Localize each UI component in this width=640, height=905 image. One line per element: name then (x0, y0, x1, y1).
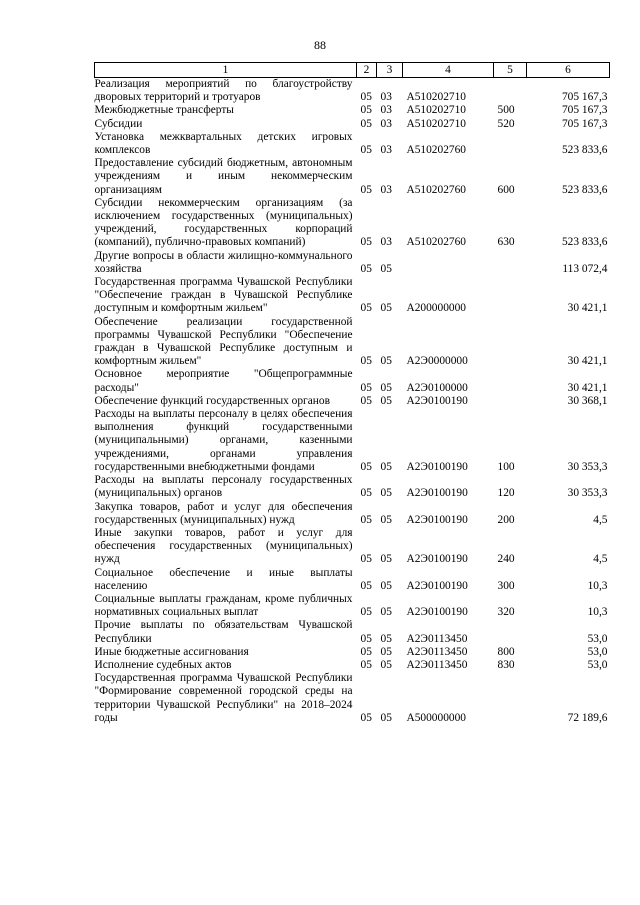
row-section: 05 (360, 579, 372, 592)
row-expense-type (494, 672, 527, 725)
row-expense-type (494, 250, 527, 276)
row-subsection: 05 (380, 381, 392, 394)
row-target-code: А2Э0100190 (406, 460, 468, 473)
row-section: 05 (360, 553, 372, 566)
row-name: Иные бюджетные ассигнования (94, 645, 249, 658)
row-amount: 30 353,3 (567, 487, 608, 500)
row-amount: 30 421,1 (567, 381, 608, 394)
row-expense-type: 320 (497, 606, 515, 619)
row-subsection: 05 (380, 579, 392, 592)
row-amount: 30 353,3 (567, 460, 608, 473)
table-row (95, 78, 610, 105)
row-subsection: 05 (380, 262, 392, 275)
row-name: Обеспечение реализации государственной программы Чувашской Республики "Обеспечение граждан в Чувашской Республике доступным и комфортным жильем" (94, 315, 353, 368)
row-expense-type (494, 78, 527, 105)
row-section: 05 (360, 711, 372, 724)
row-target-code: А2Э0100190 (406, 579, 468, 592)
table-row (95, 646, 610, 659)
table-row (95, 593, 610, 619)
table-row (95, 527, 610, 567)
row-amount: 30 421,1 (567, 302, 608, 315)
row-expense-type: 200 (497, 513, 515, 526)
table-row (95, 395, 610, 408)
row-section: 05 (360, 144, 372, 157)
row-name: Установка межквартальных детских игровых комплексов (94, 130, 353, 157)
row-subsection: 05 (380, 394, 392, 407)
row-name: Государственная программа Чувашской Республики "Обеспечение граждан в Чувашской Республике доступным и комфортным жильем" (94, 276, 353, 315)
row-name: Обеспечение функций государственных органов (94, 394, 330, 407)
row-target-code: А2Э0000000 (406, 355, 468, 368)
row-target-code: А510202760 (406, 183, 466, 196)
row-target-code: А2Э0113450 (406, 645, 468, 658)
row-section: 05 (360, 394, 372, 407)
column-header-3: 3 (377, 63, 403, 78)
row-name: Расходы на выплаты персоналу в целях обеспечения выполнения функций государственными (муниципальными) органами, казенными учреждениями, органами управления государственными внебюджетными фондами (94, 408, 353, 473)
row-name: Исполнение судебных актов (94, 658, 232, 671)
row-amount: 30 368,1 (567, 394, 608, 407)
row-subsection: 03 (380, 236, 392, 249)
row-section: 05 (360, 658, 372, 671)
row-target-code: А2Э0113450 (406, 632, 468, 645)
row-expense-type: 800 (497, 645, 515, 658)
row-target-code: А2Э0100190 (406, 394, 468, 407)
table-body (95, 78, 610, 725)
row-amount: 705 167,3 (561, 91, 608, 104)
row-name: Государственная программа Чувашской Республики "Формирование современной городской среды на территории Чувашской Республики" на 2018–2024 годы (94, 672, 353, 724)
row-amount: 53,0 (587, 658, 608, 671)
row-subsection: 05 (380, 606, 392, 619)
row-name: Иные закупки товаров, работ и услуг для обеспечения государственных (муниципальных) нужд (94, 526, 353, 566)
row-expense-type (494, 368, 527, 394)
row-target-code: А200000000 (406, 302, 466, 315)
row-name: Другие вопросы в области жилищно-коммунального хозяйства (94, 249, 353, 275)
row-amount: 53,0 (587, 632, 608, 645)
table-row (95, 474, 610, 500)
table-row (95, 316, 610, 369)
row-amount: 4,5 (593, 553, 608, 566)
row-expense-type: 600 (497, 183, 515, 196)
row-subsection: 03 (380, 104, 392, 117)
row-amount: 10,3 (587, 579, 608, 592)
row-name: Предоставление субсидий бюджетным, автономным учреждениям и иным некоммерческим организациям (94, 157, 353, 196)
row-subsection: 05 (380, 355, 392, 368)
header-row (95, 63, 610, 78)
row-target-code: А2Э0100190 (406, 513, 468, 526)
row-target-code: А510202760 (406, 236, 466, 249)
row-subsection: 05 (380, 513, 392, 526)
table-row (95, 501, 610, 527)
row-subsection: 05 (380, 553, 392, 566)
row-name: Социальное обеспечение и иные выплаты населению (94, 566, 353, 592)
row-subsection: 03 (380, 91, 392, 104)
row-section: 05 (360, 487, 372, 500)
table-row (95, 567, 610, 593)
row-subsection: 05 (380, 460, 392, 473)
row-name: Субсидии некоммерческим организациям (за исключением государственных (муниципальных) учреждений, государственных корпораций (компаний), публично-правовых компаний) (94, 196, 353, 249)
row-amount: 523 833,6 (561, 144, 608, 157)
row-expense-type: 520 (497, 117, 515, 130)
row-expense-type: 120 (497, 487, 515, 500)
row-section: 05 (360, 606, 372, 619)
row-target-code: А510202760 (406, 144, 466, 157)
page-number: 88 (314, 38, 326, 52)
row-target-code: А510202710 (406, 117, 466, 130)
row-name: Социальные выплаты гражданам, кроме публичных нормативных социальных выплат (94, 592, 353, 619)
row-amount: 53,0 (587, 645, 608, 658)
row-name: Субсидии (94, 117, 143, 130)
row-expense-type (494, 395, 527, 408)
column-header-2: 2 (357, 63, 377, 78)
row-expense-type: 830 (497, 658, 515, 671)
row-amount: 705 167,3 (561, 117, 608, 130)
table-row (95, 659, 610, 672)
row-subsection: 05 (380, 302, 392, 315)
table-row (95, 368, 610, 394)
row-amount: 30 421,1 (567, 355, 608, 368)
row-subsection: 03 (380, 117, 392, 130)
row-expense-type: 240 (497, 553, 515, 566)
row-section: 05 (360, 513, 372, 526)
row-name: Межбюджетные трансферты (94, 104, 234, 117)
row-section: 05 (360, 460, 372, 473)
table-row (95, 276, 610, 316)
row-section: 05 (360, 302, 372, 315)
table-row (95, 157, 610, 197)
table-row (95, 197, 610, 250)
row-section: 05 (360, 262, 372, 275)
row-subsection: 05 (380, 487, 392, 500)
table-row (95, 118, 610, 131)
row-expense-type (494, 276, 527, 316)
table-row (95, 672, 610, 725)
row-section: 05 (360, 355, 372, 368)
row-section: 05 (360, 236, 372, 249)
budget-table (94, 62, 610, 725)
row-amount: 113 072,4 (562, 262, 608, 275)
row-amount: 10,3 (587, 606, 608, 619)
column-header-6: 6 (527, 63, 610, 78)
row-subsection: 03 (380, 183, 392, 196)
row-target-code: А510202710 (406, 91, 466, 104)
row-name: Реализация мероприятий по благоустройству дворовых территорий и тротуаров (94, 78, 353, 104)
row-section: 05 (360, 117, 372, 130)
row-expense-type: 100 (497, 460, 515, 473)
column-header-4: 4 (403, 63, 494, 78)
row-target-code: А500000000 (406, 711, 466, 724)
table-row (95, 131, 610, 157)
row-section: 05 (360, 645, 372, 658)
row-name: Закупка товаров, работ и услуг для обеспечения государственных (муниципальных) нужд (94, 500, 353, 526)
row-subsection: 05 (380, 632, 392, 645)
row-section: 05 (360, 381, 372, 394)
row-subsection: 05 (380, 645, 392, 658)
row-amount: 523 833,6 (561, 236, 608, 249)
row-section: 05 (360, 104, 372, 117)
row-subsection: 03 (380, 144, 392, 157)
row-amount: 72 189,6 (567, 711, 608, 724)
row-target-code (403, 250, 494, 276)
row-expense-type: 630 (497, 236, 515, 249)
row-target-code: А2Э0100190 (406, 487, 468, 500)
row-target-code: А510202710 (406, 104, 466, 117)
row-name: Основное мероприятие "Общепрограммные расходы" (94, 368, 353, 394)
row-target-code: А2Э0100190 (406, 553, 468, 566)
row-expense-type (494, 619, 527, 645)
row-section: 05 (360, 91, 372, 104)
row-expense-type: 500 (497, 104, 515, 117)
row-amount: 705 167,3 (561, 104, 608, 117)
row-target-code: А2Э0100190 (406, 606, 468, 619)
row-subsection: 05 (380, 711, 392, 724)
column-header-5: 5 (494, 63, 527, 78)
table-row (95, 250, 610, 276)
row-name: Расходы на выплаты персоналу государственных (муниципальных) органов (94, 474, 353, 500)
row-expense-type (494, 131, 527, 157)
row-amount: 523 833,6 (561, 183, 608, 196)
row-name: Прочие выплаты по обязательствам Чувашской Республики (94, 619, 353, 645)
row-section: 05 (360, 632, 372, 645)
row-expense-type (494, 316, 527, 369)
row-expense-type: 300 (497, 579, 515, 592)
table-row (95, 104, 610, 117)
table-row (95, 619, 610, 645)
row-target-code: А2Э0100000 (406, 381, 468, 394)
row-amount: 4,5 (593, 513, 608, 526)
row-subsection: 05 (380, 658, 392, 671)
row-target-code: А2Э0113450 (406, 658, 468, 671)
row-section: 05 (360, 183, 372, 196)
column-header-1: 1 (95, 63, 357, 78)
table-row (95, 408, 610, 474)
